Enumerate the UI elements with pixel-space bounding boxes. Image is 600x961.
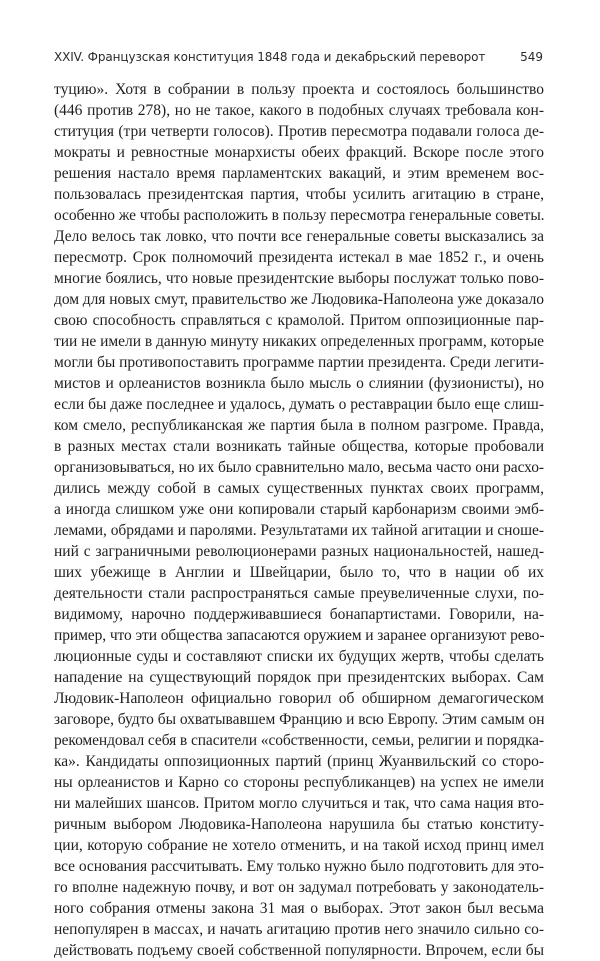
text-line: ком смело, республиканская же партия была в полном разгроме. Правда, bbox=[54, 417, 544, 434]
text-line: Дело велось так ловко, что почти все генеральные советы высказались за bbox=[54, 228, 544, 245]
text-line: дом для новых смут, правительство же Людовика-Наполеона уже доказало bbox=[54, 291, 544, 308]
text-line: нападение на существующий порядок при президентских выборах. Сам bbox=[54, 669, 544, 686]
text-line: лемами, обрядами и паролями. Результатами их тайной агитации и сноше- bbox=[54, 522, 544, 539]
text-line: мистов и орлеанистов возникла было мысль о слиянии (фузионисты), но bbox=[54, 375, 544, 392]
text-line: а иногда слишком уже они копировали старый карбонаризм своими эмб- bbox=[54, 501, 544, 518]
text-line: ны орлеанистов и Карно со стороны республиканцев) на успех не имели bbox=[54, 774, 544, 791]
text-line: многие боялись, что новые президентские выборы послужат только пово- bbox=[54, 270, 544, 287]
page-number: 549 bbox=[520, 50, 543, 64]
text-line: пользовалась президентская партия, чтобы усилить агитацию в стране, bbox=[54, 186, 544, 203]
text-line: ших убежище в Англии и Швейцарии, было то, что в нации об их bbox=[54, 564, 544, 581]
running-header-title: XXIV. Французская конституция 1848 года и декабрьский переворот bbox=[54, 50, 486, 64]
running-header bbox=[54, 50, 543, 70]
text-line: пересмотр. Срок полномочий президента истекал в мае 1852 г., и очень bbox=[54, 249, 544, 266]
text-line: непопулярен в массах, и начать агитацию против него значило сильно со- bbox=[54, 921, 544, 938]
text-line: ции, которую собрание не хотело отменить, и на такой исход принц имел bbox=[54, 837, 544, 854]
text-line: туцию». Хотя в собрании в пользу проекта и состоялось большинство bbox=[54, 81, 544, 98]
text-line: (446 против 278), но не такое, какого в подобных случаях требовала кон- bbox=[54, 102, 544, 119]
body-text bbox=[54, 79, 544, 961]
text-line: ного собрания отмены закона 31 мая о выборах. Этот закон был весьма bbox=[54, 900, 544, 917]
text-line: ний с заграничными революционерами разных национальностей, нашед- bbox=[54, 543, 544, 560]
text-line: видимому, нарочно поддерживавшиеся бонапартистами. Говорили, на- bbox=[54, 606, 544, 623]
text-line: мократы и ревностные монархисты обеих фракций. Вскоре после этого bbox=[54, 144, 544, 161]
text-line: деятельности стали распространяться самые преувеличенные слухи, по- bbox=[54, 585, 544, 602]
text-line: все основания рассчитывать. Ему только нужно было подготовить для это- bbox=[54, 858, 544, 875]
text-line: ричным выбором Людовика-Наполеона нарушила бы статью конститу- bbox=[54, 816, 544, 833]
text-line: тии не имели в данную минуту никаких определенных программ, которые bbox=[54, 333, 544, 350]
text-line: го вполне надежную почву, и вот он задумал потребовать у законодатель- bbox=[54, 879, 544, 896]
text-line: люционные суды и составляют списки их будущих жертв, чтобы сделать bbox=[54, 648, 544, 665]
text-line: дились между собой в самых существенных пунктах своих программ, bbox=[54, 480, 544, 497]
text-line: рекомендовал себя в спасители «собственности, семьи, религии и порядка- bbox=[54, 732, 544, 749]
text-line: ка». Кандидаты оппозиционных партий (принц Жуанвильский со сторо- bbox=[54, 753, 544, 770]
text-line: особенно же чтобы расположить в пользу пересмотра генеральные советы. bbox=[54, 207, 544, 224]
text-line: организовываться, но их было сравнительно мало, весьма часто они расхо- bbox=[54, 459, 544, 476]
text-line: если бы даже последнее и удалось, думать о реставрации было еще слиш- bbox=[54, 396, 544, 413]
text-line: действовать подъему своей собственной популярности. Впрочем, если бы bbox=[54, 942, 544, 959]
text-line: ни малейших шансов. Притом могло случиться и так, что сама нация вто- bbox=[54, 795, 544, 812]
text-line: пример, что эти общества запасаются оружием и заранее организуют рево- bbox=[54, 627, 544, 644]
text-line: свою способность справляться с крамолой. Притом оппозиционные пар- bbox=[54, 312, 544, 329]
text-line: заговоре, будто бы охватывавшем Францию и всю Европу. Этим самым он bbox=[54, 711, 544, 728]
text-line: могли бы противопоставить программе партии президента. Среди легити- bbox=[54, 354, 544, 371]
text-line: в разных местах стали возникать тайные общества, которые пробовали bbox=[54, 438, 544, 455]
text-line: Людовик-Наполеон официально говорил об обширном демагогическом bbox=[54, 690, 544, 707]
text-line: ституция (три четверти голосов). Против пересмотра подавали голоса де- bbox=[54, 123, 544, 140]
text-line: решения настало время парламентских вакаций, и этим временем вос- bbox=[54, 165, 544, 182]
